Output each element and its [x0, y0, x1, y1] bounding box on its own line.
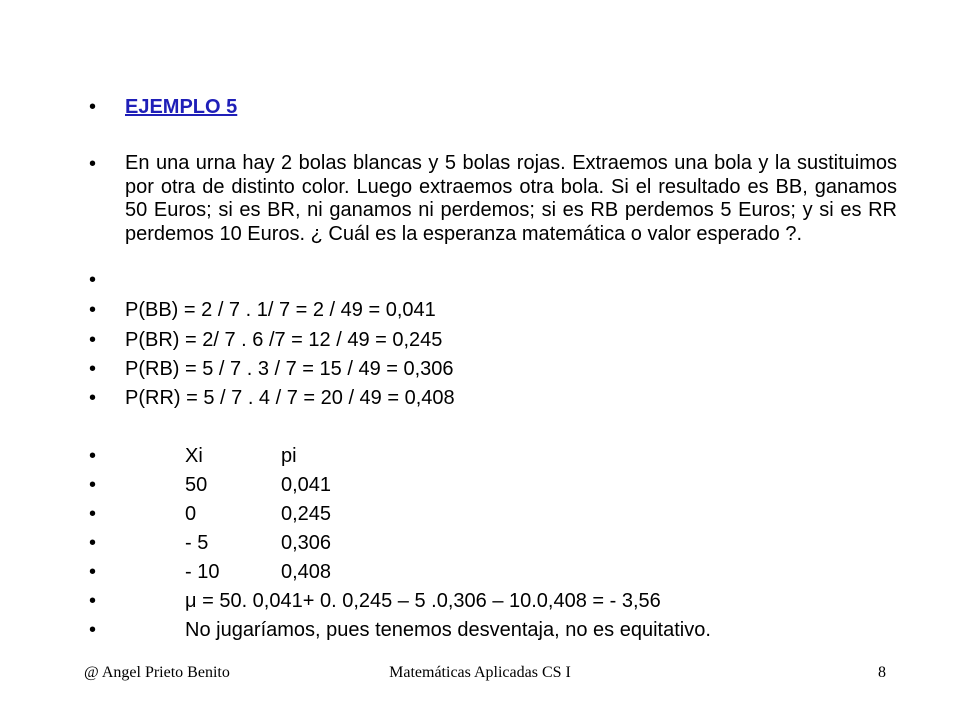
xi-value: - 10 [185, 561, 220, 583]
bullet: • [89, 329, 97, 351]
pi-value: 0,041 [281, 474, 332, 496]
expectation-formula: μ = 50. 0,041+ 0. 0,245 – 5 .0,306 – 10.0,408 = - 3,56 [185, 590, 661, 612]
footer-page-number: 8 [878, 664, 886, 681]
slide-title[interactable]: EJEMPLO 5 [125, 96, 238, 118]
bullet: • [89, 474, 97, 496]
bullet: • [89, 532, 97, 554]
bullet: • [89, 561, 97, 583]
footer-author: @ Angel Prieto Benito [84, 664, 230, 681]
pi-header: pi [281, 445, 297, 467]
bullet: • [89, 619, 97, 641]
probability-rb: P(RB) = 5 / 7 . 3 / 7 = 15 / 49 = 0,306 [125, 358, 454, 380]
bullet: • [89, 503, 97, 525]
probability-bb: P(BB) = 2 / 7 . 1/ 7 = 2 / 49 = 0,041 [125, 299, 436, 321]
xi-value: 0 [185, 503, 197, 525]
bullet: • [89, 590, 97, 612]
probability-rr: P(RR) = 5 / 7 . 4 / 7 = 20 / 49 = 0,408 [125, 387, 455, 409]
bullet: • [89, 269, 97, 291]
bullet: • [89, 153, 97, 175]
xi-value: - 5 [185, 532, 209, 554]
bullet: • [89, 358, 97, 380]
xi-header: Xi [185, 445, 203, 467]
pi-value: 0,408 [281, 561, 332, 583]
bullet: • [89, 299, 97, 321]
pi-value: 0,245 [281, 503, 332, 525]
xi-value: 50 [185, 474, 208, 496]
problem-statement: En una urna hay 2 bolas blancas y 5 bolas rojas. Extraemos una bola y la sustituimos por otra de distinto color. Luego extraemos otra bola. Si el resultado es BB, ganamos 50 Euros; si es BR, ni ganamos ni perdemos; si es RB perdemos 5 Euros; y si es RR perdemos 10 Euros. ¿ Cuál es la esperanza matemática o valor esperado ?. [125, 152, 897, 245]
footer-course: Matemáticas Aplicadas CS I [389, 664, 571, 681]
probability-br: P(BR) = 2/ 7 . 6 /7 = 12 / 49 = 0,245 [125, 329, 443, 351]
bullet: • [89, 445, 97, 467]
bullet: • [89, 96, 97, 118]
bullet: • [89, 387, 97, 409]
pi-value: 0,306 [281, 532, 332, 554]
conclusion-text: No jugaríamos, pues tenemos desventaja, no es equitativo. [185, 619, 711, 641]
